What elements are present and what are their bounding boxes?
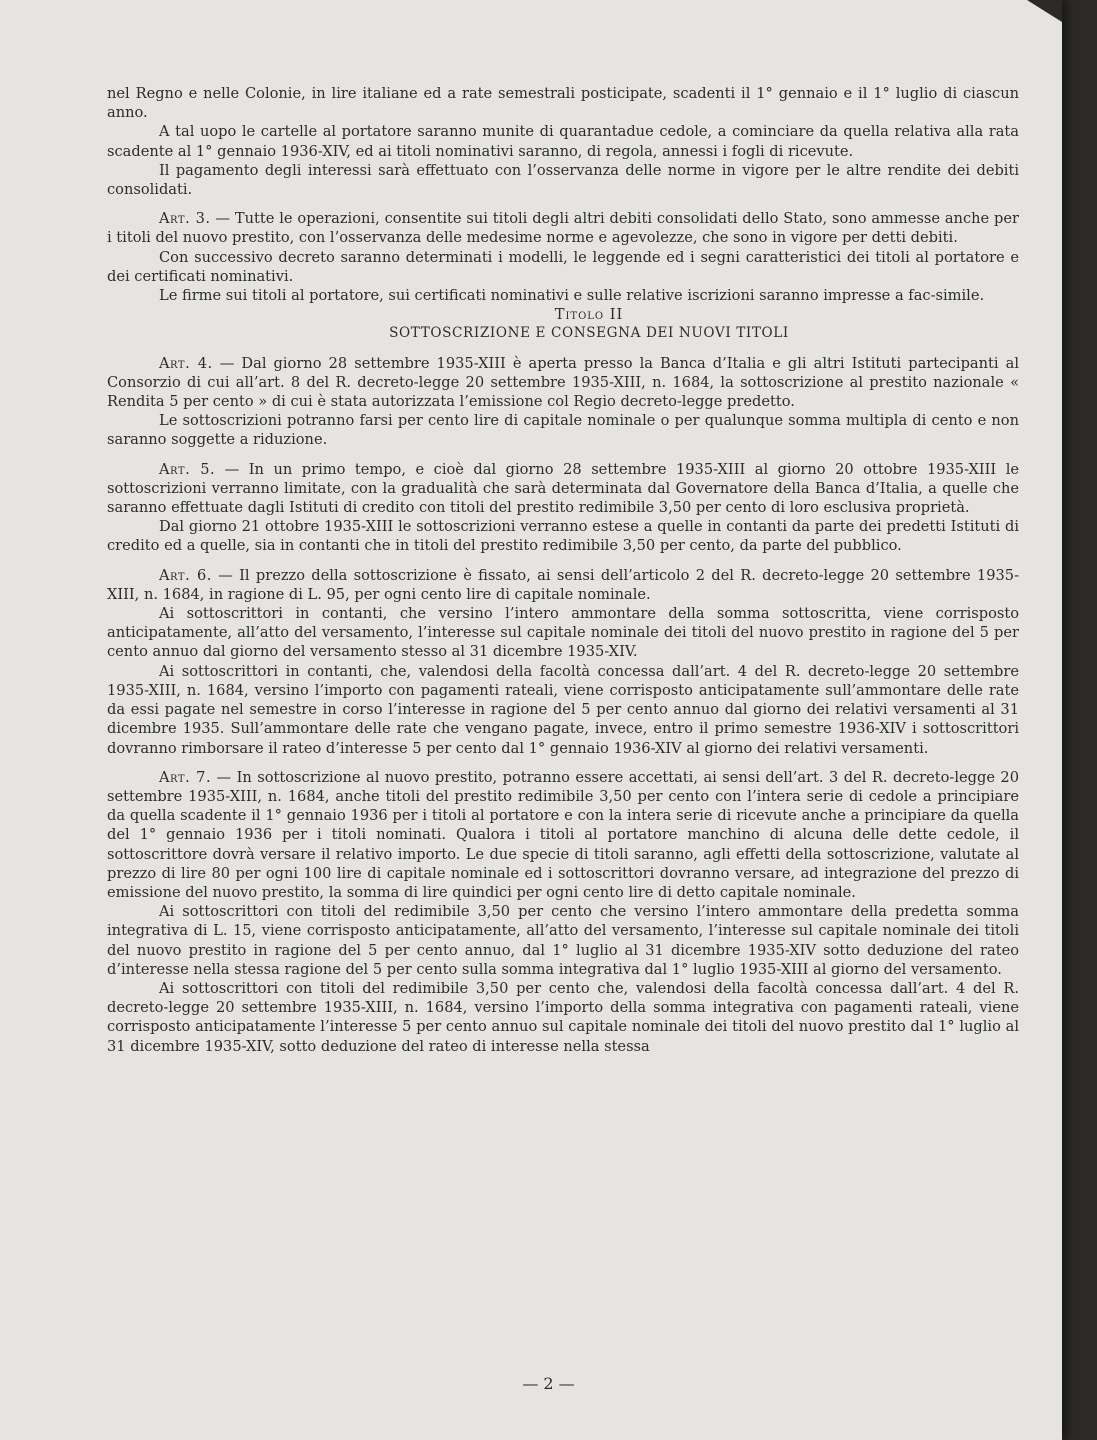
article-text: — In sottoscrizione al nuovo prestito, potranno essere accettati, ai sensi dell’art. 3 del R. decreto-legge 20 settembre 1935-XIII, n. 1684, anche titoli del prestito redimibile 3,50 per cento con l’intera serie di cedole a principiare da quella scadente il 1° gennaio 1936 per i titoli al portatore e con la intera serie di ricevute anche a principiare da quella del 1° gennaio 1936 per i titoli nominati. Qualora i titoli al portatore manchino di alcuna delle dette cedole, il sottoscrittore dovrà versare il relativo importo. Le due specie di titoli saranno, agli effetti della sottoscrizione, valutate al prezzo di lire 80 per ogni 100 lire di capitale nominale ed i sottoscrittori dovranno versare, ad integrazione del prezzo di emissione del nuovo prestito, la somma di lire quindici per ogni cento lire di detto capitale nominale. [107, 768, 1019, 901]
article-paragraph [107, 209, 1019, 247]
paragraph: A tal uopo le cartelle al portatore saranno munite di quarantadue cedole, a cominciare da quella relativa alla rata scadente al 1° gennaio 1936-XIV, ed ai titoli nominativi saranno, di regola, annessi i fogli di ricevute. [107, 123, 1019, 160]
paragraph: Le firme sui titoli al portatore, sui certificati nominativi e sulle relative iscrizioni saranno impresse a fac-simile. [159, 287, 985, 305]
paragraph: Il pagamento degli interessi sarà effettuato con l’osservanza delle norme in vigore per le altre rendite dei debiti consolidati. [107, 161, 1019, 199]
paragraph: Dal giorno 21 ottobre 1935-XIII le sottoscrizioni verranno estese a quelle in contanti da parte dei predetti Istituti di credito ed a quelle, sia in contanti che in titoli del prestito redimibile 3,50 per cento, da parte del pubblico. [107, 518, 1019, 555]
paragraph: Ai sottoscrittori in contanti, che versino l’intero ammontare della somma sottoscritta, viene corrisposto anticipatamente, all’atto del versamento, l’interesse sul capitale nominale dei titoli del nuovo prestito in ragione del 5 per cento annuo dal giorno del versamento stesso al 31 dicembre 1935-XIV. [107, 605, 1019, 661]
paragraph: Ai sottoscrittori con titoli del redimibile 3,50 per cento che versino l’intero ammontare della predetta somma integrativa di L. 15, viene corrisposto anticipatamente, all’atto del versamento, l’interesse sul capitale nominale dei titoli del nuovo prestito in ragione del 5 per cento annuo, dal 1° luglio al 31 dicembre 1935-XIV sotto deduzione del rateo d’interesse nella stessa ragione del 5 per cento sulla somma integrativa dal 1° luglio 1935-XIII al giorno del versamento. [107, 903, 1019, 978]
article-text: — In un primo tempo, e cioè dal giorno 28 settembre 1935-XIII al giorno 20 ottobre 1935-XIII le sottoscrizioni verranno limitate, con la gradualità che sarà determinata dal Governatore della Banca d’Italia, a quelle che saranno effettuate dagli Istituti di credito con titoli del prestito redimibile 3,50 per cento di loro esclusiva proprietà. [107, 460, 1019, 517]
article-paragraph [107, 566, 1019, 604]
article-paragraph [107, 768, 1019, 902]
paragraph: Le sottoscrizioni potranno farsi per cento lire di capitale nominale o per qualunque somma multipla di cento e non saranno soggette a riduzione. [107, 412, 1019, 449]
paragraph-continuation: nel Regno e nelle Colonie, in lire italiane ed a rate semestrali posticipate, scadenti il 1° gennaio e il 1° luglio di ciascun anno. [107, 85, 1019, 122]
paragraph: Ai sottoscrittori in contanti, che, valendosi della facoltà concessa dall’art. 4 del R. decreto-legge 20 settembre 1935-XIII, n. 1684, versino l’importo con pagamenti rateali, viene corrisposto anticipatamente sull’ammontare delle rate da essi pagate nel semestre in corso l’interesse in ragione del 5 per cento annuo dal giorno dei relativi versamenti al 31 dicembre 1935. Sull’ammontare delle rate che vengano pagate, invece, entro il primo semestre 1936-XIV i sottoscrittori dovranno rimborsare il rateo d’interesse 5 per cento dal 1° gennaio 1936-XIV al giorno dei relativi versamenti. [107, 662, 1019, 757]
article-text: — Il prezzo della sottoscrizione è fissato, ai sensi dell’articolo 2 del R. decreto-legge 20 settembre 1935-XIII, n. 1684, in ragione di L. 95, per ogni cento lire di capitale nominale. [107, 566, 1019, 603]
article-label: Art. 3. [159, 210, 211, 228]
article-label: Art. 7. [159, 768, 212, 786]
article-label: Art. 6. [159, 566, 212, 584]
page-number: — 2 — [522, 1374, 575, 1393]
article-text: — Tutte le operazioni, consentite sui titoli degli altri debiti consolidati dello Stato, sono ammesse anche per i titoli del nuovo prestito, con l’osservanza delle medesime norme e agevolezze, che sono in vigore per detti debiti. [107, 210, 1019, 247]
section-subtitle: SOTTOSCRIZIONE E CONSEGNA DEI NUOVI TITOLI [389, 325, 789, 342]
page-corner [1027, 0, 1062, 22]
article-text: — Dal giorno 28 settembre 1935-XIII è aperta presso la Banca d’Italia e gli altri Istituti partecipanti al Consorzio di cui all’art. 8 del R. decreto-legge 20 settembre 1935-XIII, n. 1684, la sottoscrizione al prestito nazionale « Rendita 5 per cento » di cui è stata autorizzata l’emissione col Regio decreto-legge predetto. [107, 354, 1019, 411]
section-title: Titolo II [554, 306, 624, 324]
paragraph: Con successivo decreto saranno determinati i modelli, le leggende ed i segni caratteristici dei titoli al portatore e dei certificati nominativi. [107, 248, 1019, 285]
article-label: Art. 4. [159, 354, 213, 372]
paragraph: Ai sottoscrittori con titoli del redimibile 3,50 per cento che, valendosi della facoltà concessa dall’art. 4 del R. decreto-legge 20 settembre 1935-XIII, n. 1684, versino l’importo della somma integrativa con pagamenti rateali, viene corrisposto anticipatamente l’interesse 5 per cento annuo sul capitale nominale dei titoli del nuovo prestito dal 1° luglio al 31 dicembre 1935-XIV, sotto deduzione del rateo di interesse nella stessa [107, 979, 1019, 1055]
article-paragraph [107, 354, 1019, 412]
article-label: Art. 5. [159, 460, 216, 478]
article-paragraph [107, 460, 1019, 518]
document-body [107, 84, 1019, 1056]
